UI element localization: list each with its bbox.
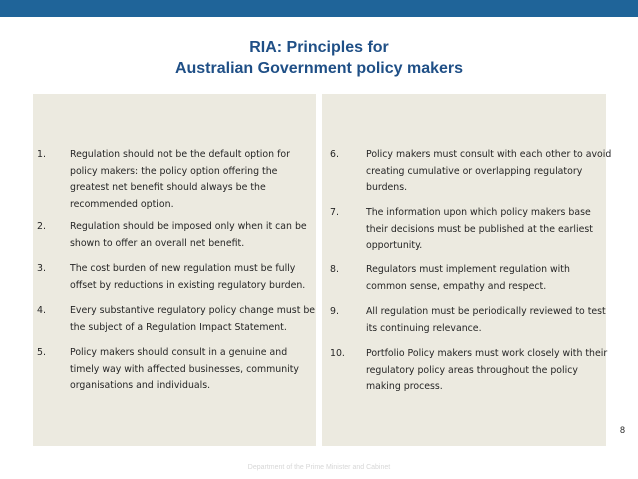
principle-number: 4. [37, 305, 46, 316]
principle-number: 10. [330, 348, 345, 359]
principle-number: 7. [330, 207, 339, 218]
left-principles-panel [33, 94, 316, 446]
principle-text: Regulation should be imposed only when it can be shown to offer an overall net benefit. [70, 221, 307, 249]
principle-number: 9. [330, 306, 339, 317]
top-accent-bar [0, 0, 638, 17]
principle-number: 3. [37, 263, 46, 274]
slide-title [0, 37, 638, 79]
principle-number: 5. [37, 347, 46, 358]
principle-text: Every substantive regulatory policy change must be the subject of a Regulation Impact Statement. [70, 305, 316, 333]
principle-text: Policy makers must consult with each other to avoid creating cumulative or overlapping regulatory burdens. [366, 149, 612, 193]
right-principles-panel [322, 94, 612, 446]
footer-text: Department of the Prime Minister and Cabinet [247, 464, 391, 471]
principle-text: Regulators must implement regulation with common sense, empathy and respect. [366, 264, 570, 292]
title-line-1: RIA: Principles for [249, 39, 389, 56]
page-number: 8 [619, 425, 625, 435]
principle-text: Policy makers should consult in a genuine and timely way with affected businesses, community organisations and individuals. [70, 347, 299, 391]
title-line-2: Australian Government policy makers [174, 60, 464, 77]
principle-text: All regulation must be periodically reviewed to test its continuing relevance. [366, 306, 606, 334]
principle-text: The information upon which policy makers base their decisions must be published at the earliest opportunity. [366, 207, 593, 251]
principle-number: 2. [37, 221, 46, 232]
principle-text: Regulation should not be the default option for policy makers: the policy option offering the greatest net benefit should always be the recommended option. [70, 149, 290, 210]
principle-number: 8. [330, 264, 339, 275]
principle-number: 1. [37, 149, 46, 160]
principle-number: 6. [330, 149, 339, 160]
principle-text: The cost burden of new regulation must be fully offset by reductions in existing regulatory burden. [70, 263, 306, 291]
principle-text: Portfolio Policy makers must work closely with their regulatory policy areas throughout the policy making process. [366, 348, 608, 392]
